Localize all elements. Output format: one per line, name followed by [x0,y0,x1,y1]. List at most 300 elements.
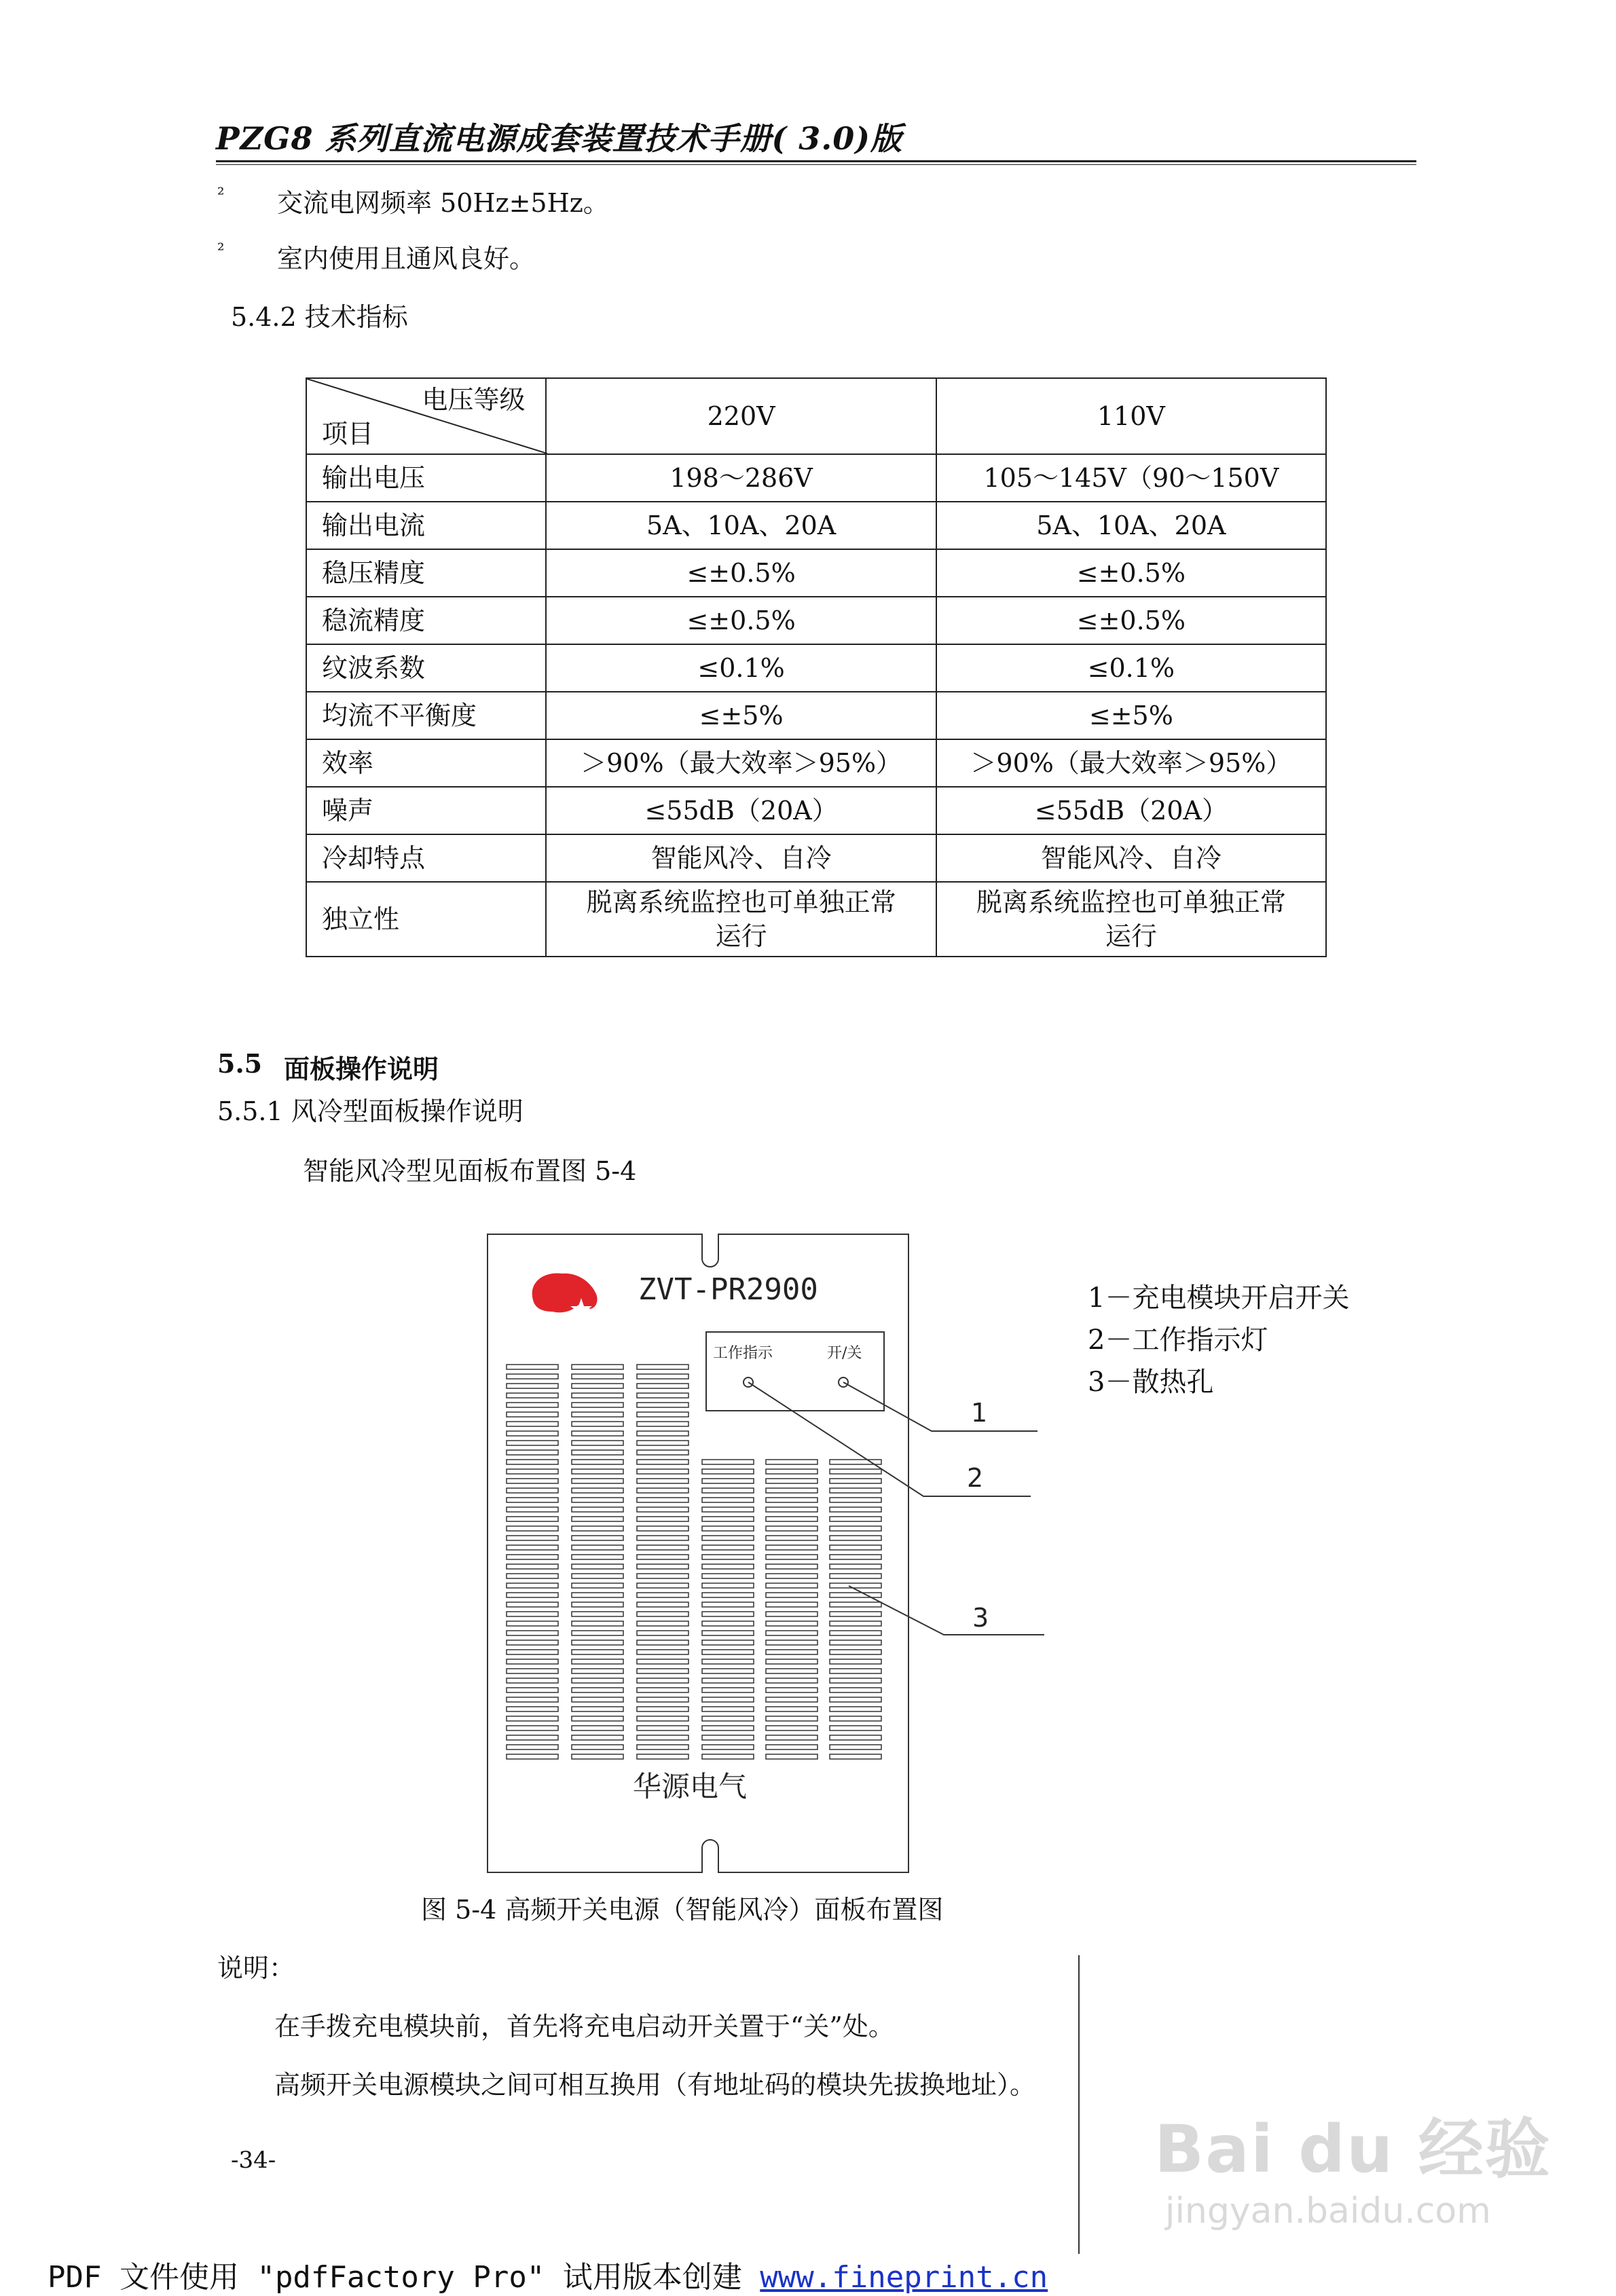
vent-slot [702,1507,754,1512]
vent-slot [507,1593,558,1597]
vent-slot [702,1460,754,1464]
cell-line: 脱离系统监控也可单独正常 [586,887,896,917]
vent-slot [507,1707,558,1711]
legend-item: 1－充电模块开启开关 [1088,1282,1350,1314]
margin-rule [1078,1955,1080,2254]
vent-slot [572,1441,623,1445]
vent-slot [766,1735,818,1740]
vent-slot [702,1726,754,1730]
vent-slot [637,1754,688,1759]
column-header-220v: 220V [546,378,936,454]
vent-slot [766,1754,818,1759]
vent-slot [702,1564,754,1569]
vent-slot [702,1555,754,1559]
vent-slot [702,1716,754,1721]
vent-slot [766,1507,818,1512]
vent-slot [507,1697,558,1702]
vent-slot [507,1374,558,1379]
vent-slot [830,1726,881,1730]
vent-slot [766,1545,818,1550]
section-number-55: 5.5 [217,1048,263,1079]
vent-slot [702,1669,754,1673]
bullet-mark: ² [217,185,225,205]
vent-slot [830,1488,881,1493]
cell-110v: 智能风冷、自冷 [936,834,1326,882]
vent-slot [637,1602,688,1607]
vent-slot [507,1745,558,1749]
intro-text: 智能风冷型见面板布置图 5-4 [303,1156,637,1186]
cell-110v: ≤±0.5% [936,597,1326,644]
watermark-brand: Bai du 经验 [1154,2111,1551,2187]
cell-220v: ≤55dB（20A） [546,787,936,834]
vent-slot [572,1469,623,1474]
callout-number-2: 2 [967,1463,984,1493]
vent-slot [637,1441,688,1445]
table-corner-cell [306,378,546,454]
vent-slot [507,1403,558,1407]
vent-slot [830,1536,881,1540]
row-label: 稳流精度 [306,597,546,644]
vent-slot [637,1412,688,1417]
vent-slot [702,1498,754,1502]
vent-slot [572,1564,623,1569]
vent-slot [637,1479,688,1483]
vent-slot [637,1460,688,1464]
vent-holes [507,1365,881,1759]
vent-slot [637,1659,688,1664]
vent-slot [572,1583,623,1588]
vent-slot [637,1365,688,1369]
vent-slot [702,1545,754,1550]
vent-slot [637,1450,688,1455]
vent-slot [637,1469,688,1474]
vent-slot [572,1431,623,1436]
row-label: 噪声 [306,787,546,834]
vent-slot [830,1479,881,1483]
vent-slot [702,1659,754,1664]
row-label: 冷却特点 [306,834,546,882]
vent-slot [572,1707,623,1711]
vent-slot [572,1507,623,1512]
vent-slot [830,1612,881,1616]
vent-slot [766,1479,818,1483]
vent-slot [507,1754,558,1759]
vent-slot [637,1488,688,1493]
vent-slot [572,1631,623,1635]
vent-slot [766,1631,818,1635]
vent-slot [572,1374,623,1379]
cell-220v: ＞90%（最大效率＞95%） [546,739,936,787]
vent-slot [637,1507,688,1512]
vent-slot [766,1469,818,1474]
brand-name: 华源电气 [633,1770,748,1803]
vent-slot [702,1526,754,1531]
vent-slot [702,1688,754,1692]
vent-slot [507,1431,558,1436]
vent-slot [637,1716,688,1721]
vent-slot [830,1621,881,1626]
vent-slot [766,1517,818,1521]
vent-slot [637,1612,688,1616]
table-row [306,692,1326,739]
vent-slot [507,1688,558,1692]
vent-slot [572,1403,623,1407]
vent-slot [637,1564,688,1569]
cell-line: 脱离系统监控也可单独正常 [976,887,1286,917]
vent-slot [507,1631,558,1635]
header-rule [216,160,1416,162]
vent-slot [637,1745,688,1749]
vent-slot [702,1631,754,1635]
vent-slot [637,1536,688,1540]
vent-slot [766,1745,818,1749]
table-row [306,549,1326,597]
vent-slot [766,1621,818,1626]
vent-slot [572,1678,623,1683]
fineprint-link[interactable]: www.fineprint.cn [760,2260,1048,2295]
bullet-text: 室内使用且通风良好。 [277,244,536,274]
indicator-box [706,1332,884,1411]
vent-slot [572,1517,623,1521]
vent-slot [766,1460,818,1464]
vent-slot [507,1507,558,1512]
cell-110v [936,882,1326,957]
vent-slot [572,1602,623,1607]
vent-slot [507,1574,558,1578]
vent-slot [572,1460,623,1464]
vent-slot [507,1469,558,1474]
vent-slot [637,1640,688,1645]
page-number: -34- [231,2147,276,2174]
vent-slot [830,1640,881,1645]
vent-slot [507,1716,558,1721]
vent-slot [572,1726,623,1730]
vent-slot [830,1526,881,1531]
cell-220v: 198～286V [546,454,936,502]
cell-line: 运行 [1105,921,1157,951]
vent-slot [766,1650,818,1654]
vent-slot [766,1536,818,1540]
vent-slot [637,1574,688,1578]
vent-slot [830,1716,881,1721]
vent-slot [572,1545,623,1550]
vent-slot [507,1384,558,1388]
brand-logo-icon [532,1273,598,1319]
vent-slot [572,1384,623,1388]
vent-slot [830,1545,881,1550]
vent-slot [766,1716,818,1721]
vent-slot [702,1697,754,1702]
section-title-551: 5.5.1 风冷型面板操作说明 [217,1096,524,1126]
vent-slot [766,1488,818,1493]
vent-slot [830,1678,881,1683]
vent-slot [507,1498,558,1502]
vent-slot [572,1412,623,1417]
vent-slot [572,1688,623,1692]
vent-slot [572,1754,623,1759]
table-row [306,454,1326,502]
table-row [306,739,1326,787]
vent-slot [637,1735,688,1740]
legend-item: 3－散热孔 [1088,1367,1214,1398]
vent-slot [507,1555,558,1559]
table-row [306,597,1326,644]
vent-slot [766,1612,818,1616]
vent-slot [572,1735,623,1740]
bullet-mark: ² [217,240,225,261]
callout-number-1: 1 [971,1398,988,1428]
figure-caption: 图 5-4 高频开关电源（智能风冷）面板布置图 [421,1895,944,1925]
vent-slot [572,1593,623,1597]
vent-slot [572,1659,623,1664]
vent-slot [637,1697,688,1702]
cell-220v: 智能风冷、自冷 [546,834,936,882]
vent-slot [507,1460,558,1464]
vent-slot [507,1412,558,1417]
vent-slot [702,1517,754,1521]
note-line: 高频开关电源模块之间可相互换用（有地址码的模块先拔换地址）。 [274,2070,1036,2100]
vent-slot [637,1555,688,1559]
vent-slot [766,1669,818,1673]
vent-slot [766,1688,818,1692]
cell-220v: ≤0.1% [546,644,936,692]
callout-leader-1 [843,1382,1037,1431]
vent-slot [830,1564,881,1569]
section-title-542: 5.4.2 技术指标 [231,302,408,332]
callout-leader-3 [849,1586,1044,1635]
vent-slot [766,1678,818,1683]
vent-slot [507,1536,558,1540]
vent-slot [830,1754,881,1759]
vent-slot [572,1450,623,1455]
column-header-110v: 110V [936,378,1326,454]
vent-slot [702,1488,754,1493]
vent-slot [766,1555,818,1559]
cell-110v: ＞90%（最大效率＞95%） [936,739,1326,787]
bullet-text: 交流电网频率 50Hz±5Hz。 [277,188,609,218]
vent-slot [507,1650,558,1654]
vent-slot [830,1593,881,1597]
document-header-title: PZG8 系列直流电源成套装置技术手册( 3.0)版 [216,120,903,157]
vent-slot [766,1640,818,1645]
vent-slot [572,1555,623,1559]
table-row [306,882,1326,957]
vent-slot [830,1745,881,1749]
vent-slot [507,1564,558,1569]
section-title-55: 面板操作说明 [284,1054,439,1084]
vent-slot [830,1688,881,1692]
row-label: 纹波系数 [306,644,546,692]
vent-slot [702,1707,754,1711]
vent-slot [637,1403,688,1407]
vent-slot [830,1697,881,1702]
vent-slot [637,1545,688,1550]
cell-110v: ≤55dB（20A） [936,787,1326,834]
vent-slot [507,1735,558,1740]
pdf-footer [48,2253,1048,2296]
cell-220v [546,882,936,957]
vent-slot [830,1659,881,1664]
vent-slot [507,1545,558,1550]
vent-slot [766,1498,818,1502]
note-line: 在手拨充电模块前，首先将充电启动开关置于“关”处。 [274,2012,894,2041]
vent-slot [507,1583,558,1588]
vent-slot [572,1365,623,1369]
table-row [306,644,1326,692]
vent-slot [637,1621,688,1626]
vent-slot [702,1621,754,1626]
vent-slot [830,1707,881,1711]
vent-slot [572,1422,623,1426]
vent-slot [702,1612,754,1616]
vent-slot [702,1583,754,1588]
vent-slot [702,1536,754,1540]
row-label: 输出电压 [306,454,546,502]
vent-slot [766,1564,818,1569]
vent-slot [507,1526,558,1531]
vent-slot [572,1640,623,1645]
vent-slot [766,1726,818,1730]
vent-slot [637,1583,688,1588]
cell-220v: ≤±0.5% [546,549,936,597]
vent-slot [830,1631,881,1635]
switch-label: 开/关 [827,1345,862,1362]
vent-slot [766,1526,818,1531]
vent-slot [572,1669,623,1673]
vent-slot [507,1365,558,1369]
vent-slot [637,1526,688,1531]
row-label: 稳压精度 [306,549,546,597]
vent-slot [830,1650,881,1654]
vent-slot [572,1479,623,1483]
vent-slot [637,1707,688,1711]
vent-slot [507,1393,558,1398]
vent-slot [507,1450,558,1455]
vent-slot [507,1678,558,1683]
vent-slot [702,1735,754,1740]
table-row [306,502,1326,549]
cell-110v: 105～145V（90～150V [936,454,1326,502]
vent-slot [572,1650,623,1654]
vent-slot [507,1640,558,1645]
row-label: 均流不平衡度 [306,692,546,739]
vent-slot [702,1574,754,1578]
vent-slot [766,1697,818,1702]
cell-line: 运行 [715,921,767,951]
vent-slot [637,1384,688,1388]
vent-slot [637,1650,688,1654]
vent-slot [572,1498,623,1502]
row-label: 输出电流 [306,502,546,549]
cell-110v: ≤±0.5% [936,549,1326,597]
vent-slot [507,1621,558,1626]
vent-slot [572,1745,623,1749]
vent-slot [702,1745,754,1749]
panel-diagram [482,1229,1093,1881]
vent-slot [572,1526,623,1531]
vent-slot [702,1602,754,1607]
vent-slot [830,1574,881,1578]
vent-slot [507,1441,558,1445]
vent-slot [572,1621,623,1626]
vent-slot [637,1517,688,1521]
vent-slot [572,1612,623,1616]
vent-slot [507,1726,558,1730]
corner-header-voltage: 电压等级 [422,385,526,415]
vent-slot [702,1754,754,1759]
vent-slot [637,1688,688,1692]
vent-slot [637,1431,688,1436]
vent-slot [766,1659,818,1664]
vent-slot [637,1726,688,1730]
cell-220v: 5A、10A、20A [546,502,936,549]
callout-leader-2 [748,1382,1031,1496]
vent-slot [830,1507,881,1512]
row-label: 独立性 [306,882,546,957]
vent-slot [766,1574,818,1578]
vent-slot [830,1555,881,1559]
vent-slot [637,1593,688,1597]
vent-slot [702,1479,754,1483]
cell-220v: ≤±0.5% [546,597,936,644]
vent-slot [507,1488,558,1493]
vent-slot [702,1640,754,1645]
vent-slot [637,1374,688,1379]
vent-slot [507,1612,558,1616]
vent-slot [830,1669,881,1673]
spec-table [306,377,1327,957]
corner-header-item: 项目 [322,419,374,449]
vent-slot [572,1697,623,1702]
cell-110v: ≤0.1% [936,644,1326,692]
vent-slot [766,1593,818,1597]
vent-slot [507,1659,558,1664]
cell-110v: ≤±5% [936,692,1326,739]
vent-slot [830,1602,881,1607]
vent-slot [637,1422,688,1426]
vent-slot [572,1393,623,1398]
vent-slot [766,1707,818,1711]
vent-slot [830,1517,881,1521]
vent-slot [702,1593,754,1597]
indicator-label: 工作指示 [713,1345,773,1362]
vent-slot [637,1678,688,1683]
vent-slot [507,1422,558,1426]
cell-110v: 5A、10A、20A [936,502,1326,549]
vent-slot [830,1583,881,1588]
watermark-url: jingyan.baidu.com [1165,2191,1491,2232]
cell-220v: ≤±5% [546,692,936,739]
vent-slot [702,1469,754,1474]
vent-slot [572,1536,623,1540]
header-rule-thin [216,164,1416,165]
vent-slot [507,1479,558,1483]
vent-slot [572,1574,623,1578]
vent-slot [830,1735,881,1740]
vent-slot [572,1716,623,1721]
vent-slot [507,1669,558,1673]
vent-slot [702,1678,754,1683]
vent-slot [637,1498,688,1502]
pdf-footer-text: PDF 文件使用 "pdfFactory Pro" 试用版本创建 [48,2260,760,2295]
callout-number-3: 3 [972,1603,989,1633]
vent-slot [507,1517,558,1521]
vent-slot [637,1631,688,1635]
legend-item: 2－工作指示灯 [1088,1325,1268,1356]
vent-slot [766,1602,818,1607]
baidu-watermark [1154,2098,1551,2232]
row-label: 效率 [306,739,546,787]
